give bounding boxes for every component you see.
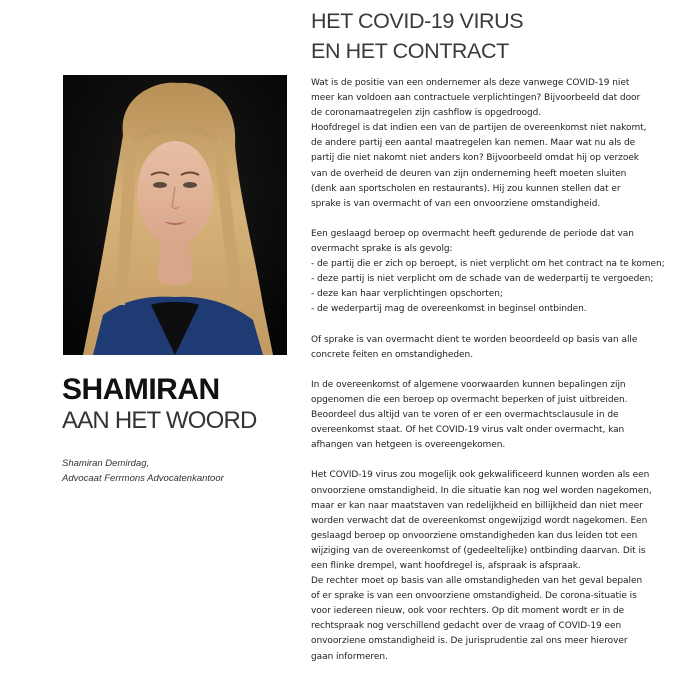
article-line: partij die niet nakomt niet anders kon? Bijvoorbeeld omdat hij op verzoek [311, 153, 639, 164]
caption-line-1: Shamiran Demirdag, [62, 458, 150, 469]
article-line: wijziging van de overeenkomst of (gedeeltelijke) ontbinding daarvan. Dit is [311, 545, 646, 556]
article-line: de coronamaatregelen zijn cashflow is opgedroogd. [311, 108, 542, 119]
article-line: overeenkomst staat. Of het COVID-19 virus valt onder overmacht, kan [311, 425, 625, 436]
article-line: afhangen van hetgeen is overeengekomen. [311, 440, 506, 451]
caption-line-2: Advocaat Ferrmons Advocatenkantoor [62, 473, 224, 484]
article-line: Het COVID-19 virus zou mogelijk ook gekwalificeerd kunnen worden als een [311, 470, 650, 481]
title-line-2: EN HET CONTRACT [311, 39, 509, 63]
article-line: rechtspraak nog verschillend gedacht over de vraag of COVID-19 een [311, 621, 622, 632]
article-line: van de overheid de deuren van zijn onderneming heeft moeten sluiten [311, 168, 627, 179]
article-line: Een geslaagd beroep op overmacht heeft gedurende de periode dat van [311, 228, 634, 239]
paragraph-gap [311, 212, 691, 227]
paragraph-gap [311, 318, 691, 333]
article-line: de andere partij een aantal maatregelen kan nemen. Maar wat nu als de [311, 138, 636, 149]
article-line: sprake is van overmacht of van een onvoorziene omstandigheid. [311, 198, 601, 209]
article-line: - de wederpartij mag de overeenkomst in beginsel ontbinden. [311, 304, 587, 315]
author-portrait [63, 75, 287, 355]
article-line: Hoofdregel is dat indien een van de partijen de overeenkomst niet nakomt, [311, 123, 647, 134]
article-line: - deze partij is niet verplicht om de schade van de wederpartij te vergoeden; [311, 274, 654, 285]
article-line: opgenomen die een beroep op overmacht beperken of juist uitbreiden. [311, 394, 628, 405]
article-body [311, 76, 691, 665]
article-line: onvoorziene omstandigheid. In die situatie kan nog wel worden nagekomen, [311, 485, 652, 496]
article-line: maar er kan naar maatstaven van redelijkheid en billijkheid dan niet meer [311, 500, 643, 511]
article-title [311, 6, 691, 66]
article-line: of er sprake is van een onvoorziene omstandigheid. De corona-situatie is [311, 591, 637, 602]
author-caption [62, 456, 292, 486]
article-line: gaan informeren. [311, 651, 388, 662]
article-line: voor iedereen nieuw, ook voor rechters. Op dit moment wordt er in de [311, 606, 625, 617]
paragraph-gap [311, 453, 691, 468]
article-line: In de overeenkomst of algemene voorwaarden kunnen bepalingen zijn [311, 379, 626, 390]
paragraph-gap [311, 363, 691, 378]
author-name: SHAMIRAN [62, 373, 220, 406]
article-line: - deze kan haar verplichtingen opschorten; [311, 289, 503, 300]
portrait-illustration [63, 75, 287, 355]
author-subtitle: AAN HET WOORD [62, 407, 257, 434]
article-line: - de partij die er zich op beroept, is niet verplicht om het contract na te komen; [311, 259, 665, 270]
article-line: onvoorziene omstandigheid is. De jurisprudentie zal ons meer hierover [311, 636, 628, 647]
article-line: Of sprake is van overmacht dient te worden beoordeeld op basis van alle [311, 334, 638, 345]
title-line-1: HET COVID-19 VIRUS [311, 9, 524, 33]
article-line: (denk aan sportscholen en restaurants). Hij zou kunnen stellen dat er [311, 183, 621, 194]
article-line: meer kan voldoen aan contractuele verplichtingen? Bijvoorbeeld dat door [311, 93, 641, 104]
article-line: overmacht sprake is als gevolg: [311, 244, 453, 255]
article-line: concrete feiten en omstandigheden. [311, 349, 474, 360]
article-line: een flinke drempel, want hoofdregel is, afspraak is afspraak. [311, 561, 581, 571]
article-line: Beoordeel dus altijd van te voren of er een overmachtsclausule in de [311, 410, 619, 421]
article-line: geslaagd beroep op onvoorziene omstandigheden kan dus leiden tot een [311, 530, 638, 541]
article-line: worden verwacht dat de overeenkomst ongewijzigd wordt nagekomen. Een [311, 515, 648, 526]
article-line: Wat is de positie van een ondernemer als deze vanwege COVID-19 niet [311, 78, 630, 88]
article-line: De rechter moet op basis van alle omstandigheden van het geval bepalen [311, 576, 643, 587]
